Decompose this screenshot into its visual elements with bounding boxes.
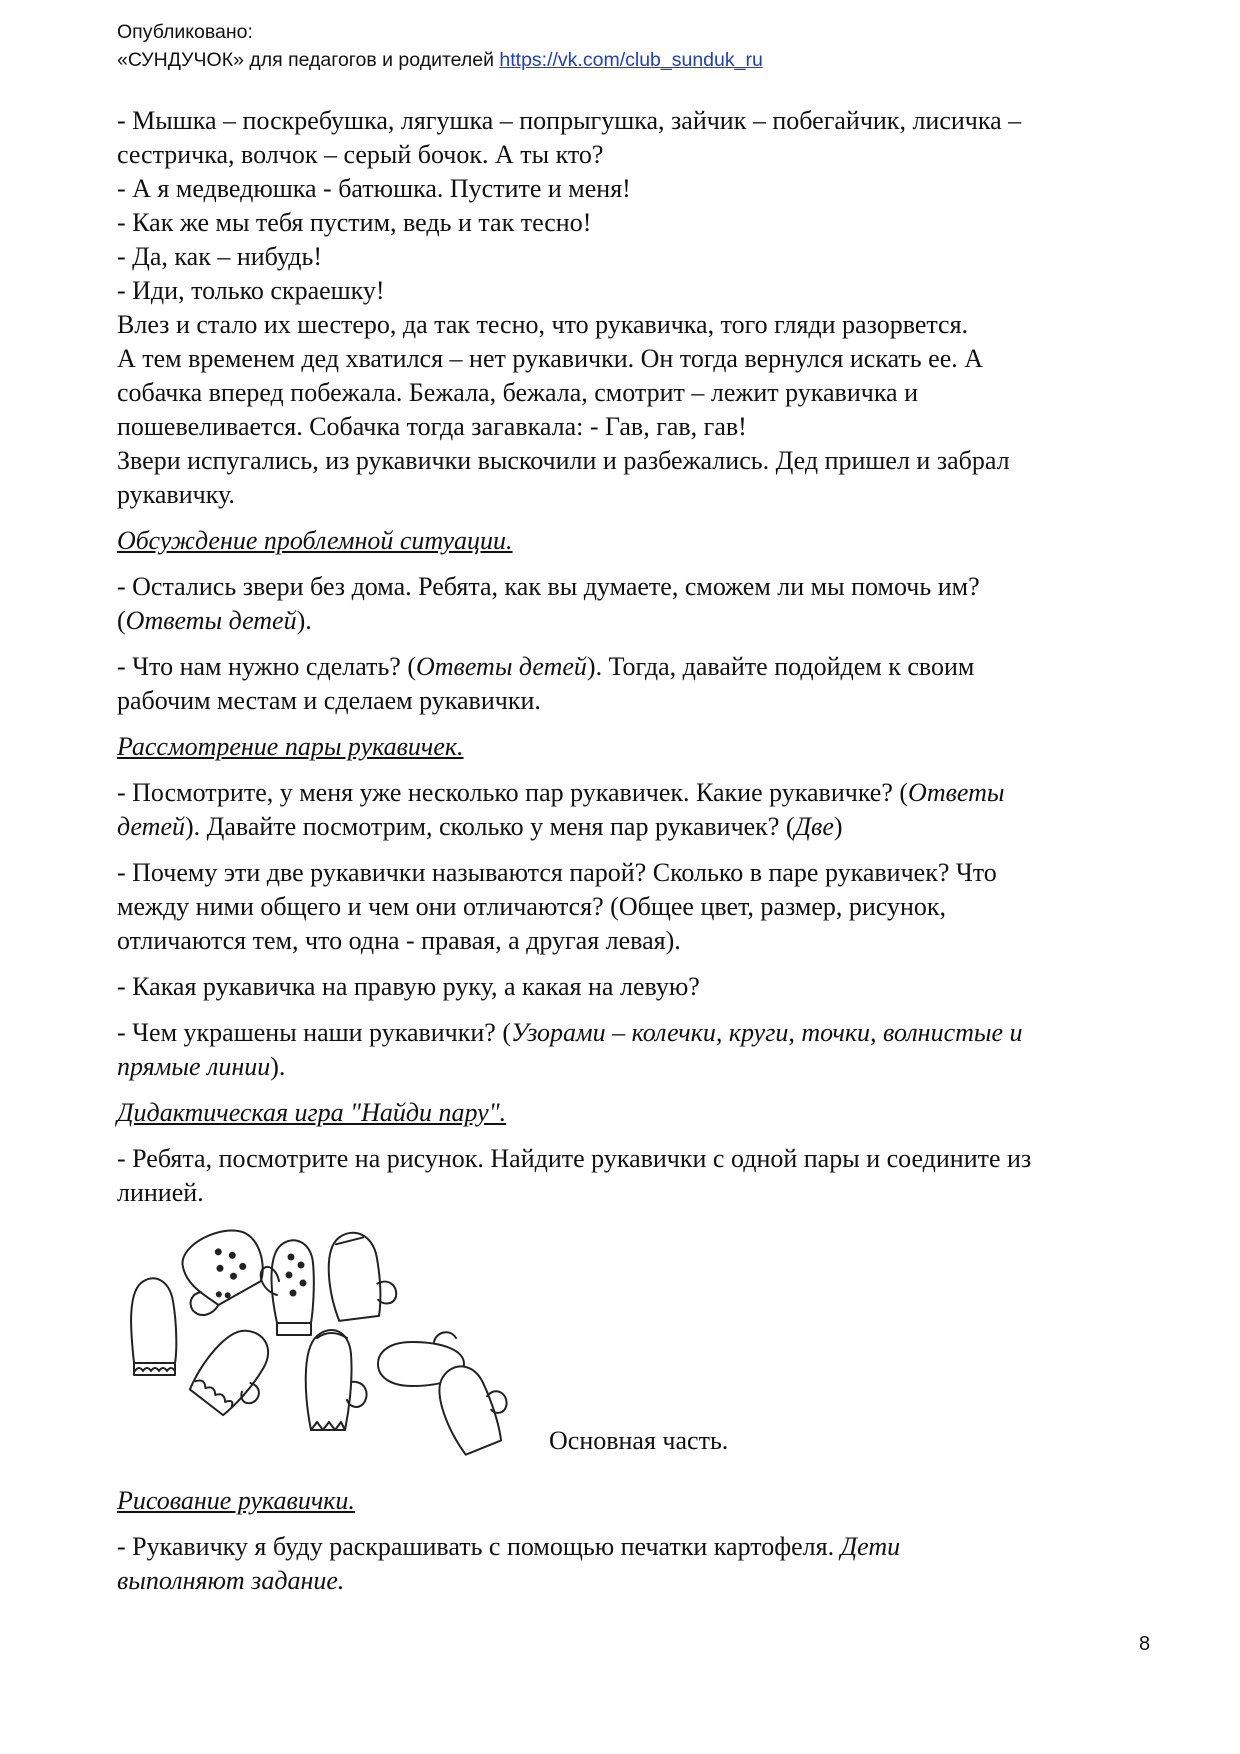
heading-text: Рассмотрение пары рукавичек.	[117, 732, 464, 761]
story-line: - Мышка – поскребушка, лягушка – попрыгушка, зайчик – побегайчик, лисичка –	[117, 106, 1022, 135]
section-heading-drawing	[117, 1484, 1157, 1518]
italic-text: выполняют задание.	[117, 1566, 345, 1595]
story-line: А тем временем дед хватился – нет рукавички. Он тогда вернулся искать ее. А	[117, 344, 984, 373]
mitten-wavy-tilted	[186, 1319, 287, 1426]
italic-text: Дети	[840, 1532, 901, 1561]
header-vk-link[interactable]: https://vk.com/club_sunduk_ru	[499, 49, 763, 71]
header-published-label: Опубликовано:	[117, 21, 253, 43]
italic-text: Ответы детей	[125, 606, 297, 635]
section-heading-game	[117, 1096, 1157, 1130]
paragraph-text: ). Давайте посмотрим, сколько у меня пар рукавичек? (	[184, 812, 795, 841]
story-line: - Иди, только скраешку!	[117, 276, 385, 305]
italic-text: детей	[117, 812, 185, 841]
mitten-left-wavy-cuff	[131, 1278, 176, 1375]
paragraph	[117, 570, 1157, 638]
header-source-text: «СУНДУЧОК» для педагогов и родителей	[117, 49, 500, 71]
story-line: собачка вперед побежала. Бежала, бежала, смотрит – лежит рукавичка и	[117, 378, 919, 407]
mittens-picture-row	[117, 1220, 1157, 1472]
heading-text: Рисование рукавички.	[117, 1486, 355, 1515]
heading-text: Дидактическая игра "Найди пару".	[117, 1098, 507, 1127]
italic-text: Ответы	[908, 778, 1005, 807]
story-line: пошевеливается. Собачка тогда загавкала: - Гав, гав, гав!	[117, 412, 747, 441]
section-heading-discussion	[117, 524, 1157, 558]
paragraph-text: - Посмотрите, у меня уже несколько пар рукавичек. Какие рукавичке? (	[117, 778, 909, 807]
mitten-dotted-upright	[261, 1240, 314, 1335]
story-fragment	[117, 104, 1157, 512]
paragraph-text: - Остались звери без дома. Ребята, как вы думаете, сможем ли мы помочь им?	[117, 572, 980, 601]
paragraph-text: (	[117, 606, 126, 635]
heading-text: Обсуждение проблемной ситуации.	[117, 526, 513, 555]
story-line: - А я медведюшка - батюшка. Пустите и меня!	[117, 174, 631, 203]
paragraph	[117, 1530, 1157, 1598]
mitten-striped-top	[322, 1227, 400, 1324]
paragraph	[117, 776, 1157, 844]
story-line: рукавичку.	[117, 480, 235, 509]
paragraph-text: - Что нам нужно сделать? (	[117, 652, 416, 681]
paragraph-text: между ними общего и чем они отличаются? (Общее цвет, размер, рисунок,	[117, 892, 947, 921]
page-number: 8	[1139, 1633, 1151, 1655]
paragraph	[117, 1016, 1157, 1084]
paragraph-text: - Почему эти две рукавички называются парой? Сколько в паре рукавичек? Что	[117, 858, 997, 887]
document-body	[117, 104, 1157, 1598]
paragraph: - Какая рукавичка на правую руку, а какая на левую?	[117, 972, 700, 1001]
italic-text: Ответы детей	[416, 652, 587, 681]
mitten-zigzag-cuff	[306, 1330, 367, 1430]
section-heading-pair	[117, 730, 1157, 764]
paragraph-text: ).	[270, 1052, 286, 1081]
italic-text: Узорами – колечки, круги, точки, волнистые и	[511, 1018, 1023, 1047]
paragraph-text: рабочим местам и сделаем рукавички.	[117, 686, 541, 715]
story-line: - Да, как – нибудь!	[117, 242, 323, 271]
paragraph-text: - Чем украшены наши рукавички? (	[117, 1018, 511, 1047]
paragraph-text: линией.	[117, 1178, 204, 1207]
italic-text: прямые линии	[117, 1052, 271, 1081]
mitten-dotted-tilted	[170, 1221, 274, 1319]
italic-text: Две	[794, 812, 834, 841]
story-line: Влез и стало их шестеро, да так тесно, что рукавичка, того гляди разорвется.	[117, 310, 969, 339]
paragraph	[117, 650, 1157, 718]
paragraph-text: )	[833, 812, 843, 841]
header-source-line	[117, 46, 763, 74]
mittens-illustration	[117, 1220, 547, 1470]
paragraph	[117, 1142, 1157, 1210]
paragraph-text: отличаются тем, что одна - правая, а другая левая).	[117, 926, 681, 955]
paragraph-text: - Рукавичку я буду раскрашивать с помощью печатки картофеля.	[117, 1532, 841, 1561]
paragraph	[117, 856, 1157, 958]
page-header	[117, 18, 763, 74]
picture-caption: Основная часть.	[549, 1426, 729, 1455]
story-line: - Как же мы тебя пустим, ведь и так тесно!	[117, 208, 592, 237]
paragraph-text: ). Тогда, давайте подойдем к своим	[586, 652, 975, 681]
story-line: сестричка, волчок – серый бочок. А ты кто?	[117, 140, 604, 169]
paragraph-text: - Ребята, посмотрите на рисунок. Найдите рукавички с одной пары и соедините из	[117, 1144, 1032, 1173]
paragraph-text: ).	[296, 606, 312, 635]
story-line: Звери испугались, из рукавички выскочили и разбежались. Дед пришел и забрал	[117, 446, 1010, 475]
